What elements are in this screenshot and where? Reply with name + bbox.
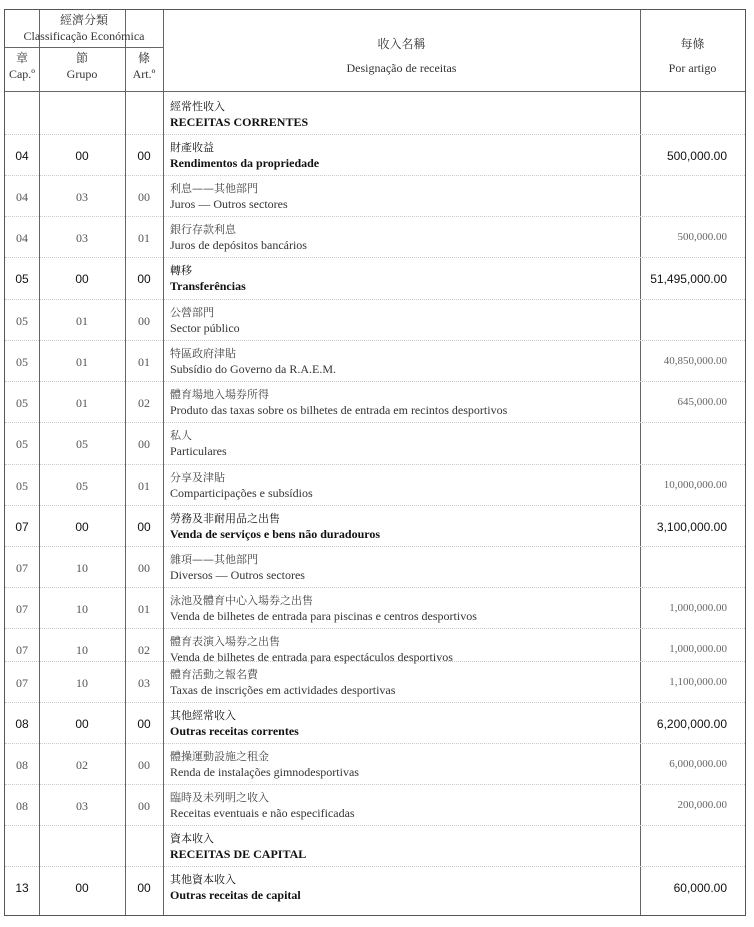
amount-header-zh: 每條	[680, 37, 705, 51]
designation-header-zh: 收入名稱	[377, 37, 426, 51]
grp-header-pt: Grupo	[66, 67, 98, 81]
group-code: 10	[76, 561, 88, 575]
article-code: 01	[138, 479, 150, 493]
designation-pt: Venda de bilhetes de entrada para piscinas e centros desportivos	[170, 609, 477, 623]
revenue-designation	[170, 872, 640, 903]
group-code: 00	[75, 520, 89, 534]
article-code: 01	[138, 602, 150, 616]
cap-code: 04	[16, 231, 28, 245]
article-code: 00	[138, 561, 150, 575]
econ-class-pt: Classificação Económica	[23, 29, 145, 43]
revenue-designation	[170, 667, 640, 698]
revenue-designation	[170, 387, 640, 418]
amount-per-article: 6,200,000.00	[656, 717, 727, 731]
article-code: 00	[138, 314, 150, 328]
cap-code: 08	[16, 758, 28, 772]
designation-zh: 經常性收入	[170, 100, 225, 113]
amount-per-article: 40,850,000.00	[663, 355, 727, 367]
designation-zh: 其他經常收入	[170, 709, 236, 722]
designation-zh: 雜項——其他部門	[170, 553, 258, 566]
revenue-designation	[170, 593, 640, 624]
designation-pt: Venda de bilhetes de entrada para espectáculos desportivos	[170, 650, 453, 664]
designation-pt: Rendimentos da propriedade	[170, 156, 320, 170]
header-divider	[5, 47, 163, 48]
article-code: 03	[138, 676, 150, 690]
table-row	[5, 423, 745, 465]
designation-zh: 利息——其他部門	[170, 182, 258, 195]
cap-header-zh: 章	[15, 51, 28, 65]
table-row	[5, 703, 745, 744]
designation-pt: RECEITAS DE CAPITAL	[170, 847, 307, 861]
designation-zh: 其他資本收入	[170, 873, 236, 886]
group-code: 10	[76, 602, 88, 616]
group-code: 03	[76, 231, 88, 245]
designation-zh: 臨時及未列明之收入	[170, 791, 269, 804]
grp-header-zh: 節	[75, 51, 88, 65]
designation-pt: Subsídio do Governo da R.A.E.M.	[170, 362, 336, 376]
designation-zh: 公營部門	[170, 306, 214, 319]
table-row	[5, 217, 745, 258]
amount-per-article: 645,000.00	[677, 396, 727, 408]
designation-zh: 特區政府津貼	[170, 347, 236, 360]
revenue-designation	[170, 470, 640, 501]
designation-pt: Comparticipações e subsídios	[170, 486, 313, 500]
article-code: 02	[138, 643, 150, 657]
group-code: 01	[76, 355, 88, 369]
revenue-designation	[170, 222, 640, 253]
group-code: 10	[76, 643, 88, 657]
designation-zh: 體育場地入場券所得	[170, 388, 269, 401]
designation-zh: 銀行存款利息	[170, 223, 236, 236]
article-code: 00	[138, 799, 150, 813]
designation-pt: Outras receitas correntes	[170, 724, 299, 738]
cap-code: 07	[16, 676, 28, 690]
cap-code: 05	[16, 314, 28, 328]
cap-code: 07	[15, 520, 29, 534]
art-header-pt: Art.º	[132, 67, 156, 81]
revenue-designation	[170, 305, 640, 336]
amount-per-article: 10,000,000.00	[663, 479, 727, 491]
table-row	[5, 341, 745, 382]
cap-code: 08	[15, 717, 29, 731]
article-code: 00	[137, 149, 151, 163]
cap-code: 04	[16, 190, 28, 204]
revenue-designation	[170, 708, 640, 739]
amount-header-pt: Por artigo	[668, 61, 717, 75]
amount-per-article: 51,495,000.00	[650, 272, 727, 286]
designation-pt: Venda de serviços e bens não duradouros	[170, 527, 381, 541]
amount-per-article: 1,100,000.00	[669, 676, 727, 688]
cap-code: 04	[15, 149, 29, 163]
revenue-designation	[170, 99, 640, 130]
amount-per-article: 500,000.00	[677, 231, 727, 243]
article-code: 02	[138, 396, 150, 410]
table-row	[5, 94, 745, 135]
article-code: 00	[138, 758, 150, 772]
amount-per-article: 500,000.00	[666, 149, 727, 163]
revenue-designation	[170, 552, 640, 583]
designation-pt: Sector público	[170, 321, 240, 335]
designation-pt: Taxas de inscrições em actividades desportivas	[170, 683, 396, 697]
amount-per-article: 1,000,000.00	[669, 643, 727, 655]
designation-zh: 財產收益	[170, 141, 214, 154]
cap-code: 05	[16, 396, 28, 410]
group-code: 00	[75, 149, 89, 163]
designation-zh: 轉移	[170, 264, 192, 277]
group-code: 05	[76, 437, 88, 451]
art-header-zh: 條	[137, 51, 150, 65]
table-row	[5, 826, 745, 867]
article-code: 00	[137, 520, 151, 534]
cap-code: 05	[16, 479, 28, 493]
article-code: 01	[138, 231, 150, 245]
article-code: 00	[138, 437, 150, 451]
group-code: 02	[76, 758, 88, 772]
designation-zh: 體育表演入場券之出售	[170, 635, 280, 648]
table-row	[5, 506, 745, 547]
designation-pt: Juros de depósitos bancários	[170, 238, 307, 252]
article-code: 01	[138, 355, 150, 369]
table-row	[5, 176, 745, 217]
designation-zh: 泳池及體育中心入場券之出售	[170, 594, 313, 607]
cap-code: 05	[16, 437, 28, 451]
table-row	[5, 785, 745, 826]
designation-pt: Transferências	[170, 279, 246, 293]
revenue-designation	[170, 634, 640, 665]
cap-code: 13	[15, 881, 29, 895]
designation-pt: Outras receitas de capital	[170, 888, 301, 902]
revenue-designation	[170, 263, 640, 294]
table-row	[5, 629, 745, 662]
table-row	[5, 300, 745, 341]
cap-code: 07	[16, 602, 28, 616]
designation-pt: Receitas eventuais e não especificadas	[170, 806, 355, 820]
group-code: 01	[76, 314, 88, 328]
revenue-designation	[170, 831, 640, 862]
group-code: 10	[76, 676, 88, 690]
table-row	[5, 135, 745, 176]
cap-code: 07	[16, 561, 28, 575]
table-row	[5, 588, 745, 629]
econ-class-zh: 經濟分類	[59, 13, 108, 27]
revenue-designation	[170, 749, 640, 780]
article-code: 00	[138, 190, 150, 204]
group-code: 00	[75, 717, 89, 731]
revenue-designation	[170, 140, 640, 171]
table-row	[5, 258, 745, 300]
cap-code: 05	[15, 272, 29, 286]
group-code: 00	[75, 881, 89, 895]
table-row	[5, 547, 745, 588]
revenue-designation	[170, 428, 640, 459]
cap-code: 05	[16, 355, 28, 369]
designation-pt: RECEITAS CORRENTES	[170, 115, 309, 129]
group-code: 03	[76, 190, 88, 204]
designation-header-pt: Designação de receitas	[346, 61, 457, 75]
article-code: 00	[137, 881, 151, 895]
amount-per-article: 1,000,000.00	[669, 602, 727, 614]
article-code: 00	[137, 272, 151, 286]
group-code: 03	[76, 799, 88, 813]
designation-zh: 資本收入	[170, 832, 214, 845]
article-code: 00	[137, 717, 151, 731]
designation-pt: Produto das taxas sobre os bilhetes de entrada em recintos desportivos	[170, 403, 508, 417]
designation-zh: 勞務及非耐用品之出售	[170, 512, 280, 525]
designation-pt: Juros — Outros sectores	[170, 197, 288, 211]
table-row	[5, 744, 745, 785]
revenue-designation	[170, 511, 640, 542]
table-row	[5, 662, 745, 703]
amount-per-article: 3,100,000.00	[656, 520, 727, 534]
budget-table	[4, 9, 746, 916]
group-code: 00	[75, 272, 89, 286]
table-row	[5, 867, 745, 915]
revenue-designation	[170, 790, 640, 821]
designation-zh: 分享及津貼	[170, 471, 225, 484]
cap-code: 08	[16, 799, 28, 813]
amount-per-article: 200,000.00	[677, 799, 727, 811]
header-bottom-line	[5, 91, 745, 92]
revenue-designation	[170, 346, 640, 377]
designation-zh: 體育活動之報名費	[170, 668, 258, 681]
designation-pt: Diversos — Outros sectores	[170, 568, 305, 582]
table-row	[5, 465, 745, 506]
group-code: 01	[76, 396, 88, 410]
cap-header-pt: Cap.º	[8, 67, 36, 81]
designation-pt: Renda de instalações gimnodesportivas	[170, 765, 359, 779]
revenue-designation	[170, 181, 640, 212]
group-code: 05	[76, 479, 88, 493]
designation-zh: 私人	[170, 429, 192, 442]
designation-zh: 體操運動設施之租金	[170, 750, 269, 763]
cap-code: 07	[16, 643, 28, 657]
table-row	[5, 382, 745, 423]
amount-per-article: 6,000,000.00	[669, 758, 727, 770]
designation-pt: Particulares	[170, 444, 227, 458]
amount-per-article: 60,000.00	[673, 881, 727, 895]
